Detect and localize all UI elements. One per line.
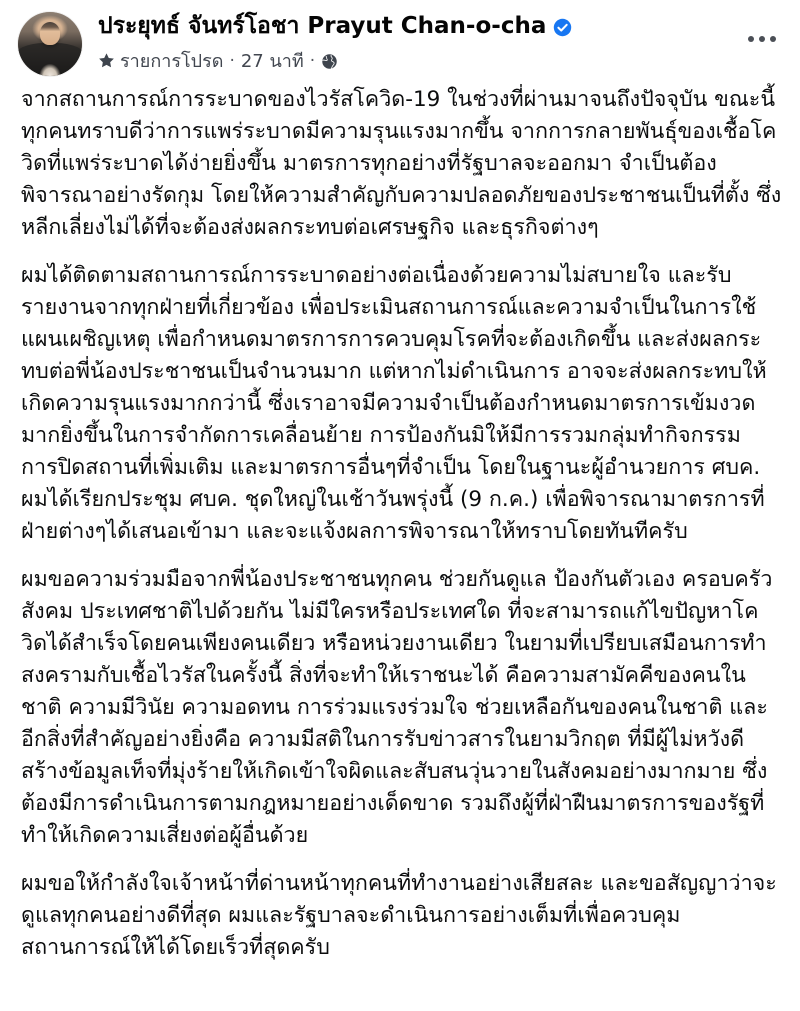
meta-separator: ·: [229, 50, 235, 71]
post-timestamp[interactable]: 27 นาที: [240, 51, 304, 73]
ellipsis-dot-2: [759, 36, 765, 42]
profile-photo: [18, 12, 82, 76]
audience-label[interactable]: รายการโปรด: [120, 51, 224, 73]
ellipsis-dot-1: [748, 36, 754, 42]
author-name[interactable]: ประยุทธ์ จันทร์โอชา Prayut Chan-o-cha: [98, 13, 547, 39]
post-paragraph: ผมได้ติดตามสถานการณ์การระบาดอย่างต่อเนื่องด้วยความไม่สบายใจ และรับรายงานจากทุกฝ่ายที่เกี่ยวข้อง เพื่อประเมินสถานการณ์และความจำเป็นในการใช้แผนเผชิญเหตุ เพื่อกำหนดมาตรการการควบคุมโรคที่จะต้องเกิดขึ้น และส่งผลกระทบต่อพี่น้องประชาชนเป็นจำนวนมาก แต่หากไม่ดำเนินการ อาจจะส่งผลกระทบให้เกิดความรุนแรงมากกว่านี้ ซึ่งเราอาจมีความจำเป็นต้องกำหนดมาตรการเข้มงวดมากยิ่งขึ้นในการจำกัดการเคลื่อนย้าย การป้องกันมิให้มีการรวมกลุ่มทำกิจกรรม การปิดสถานที่เพิ่มเติม และมาตรการอื่นๆที่จำเป็น โดยในฐานะผู้อำนวยการ ศบค. ผมได้เรียกประชุม ศบค. ชุดใหญ่ในเช้าวันพรุ่งนี้ (9 ก.ค.) เพื่อพิจารณามาตรการที่ฝ่ายต่างๆได้เสนอเข้ามา และจะแจ้งผลการพิจารณาให้ทราบโดยทันทีครับ: [21, 263, 767, 544]
post-body: [0, 84, 800, 964]
post-more-options-button[interactable]: [742, 26, 782, 52]
post-header-text: [98, 10, 786, 75]
post-paragraph: จากสถานการณ์การระบาดของไวรัสโควิด-19 ในช่วงที่ผ่านมาจนถึงปัจจุบัน ขณะนี้ ทุกคนทราบดีว่าการแพร่ระบาดมีความรุนแรงมากขึ้น จากการกลายพันธุ์ของเชื้อโควิดที่แพร่ระบาดได้ง่ายยิ่งขึ้น มาตรการทุกอย่างที่รัฐบาลจะออกมา จำเป็นต้องพิจารณาอย่างรัดกุม โดยให้ความสำคัญกับความปลอดภัยของประชาชนเป็นที่ตั้ง ซึ่งหลีกเลี่ยงไม่ได้ที่จะต้องส่งผลกระทบต่อเศรษฐกิจ และธุรกิจต่างๆ: [21, 87, 782, 240]
ellipsis-dot-3: [770, 36, 776, 42]
post-meta: [98, 46, 786, 75]
avatar[interactable]: [18, 12, 82, 76]
author-line: [98, 14, 786, 39]
post-paragraph: ผมขอให้กำลังใจเจ้าหน้าที่ด่านหน้าทุกคนที่ทำงานอย่างเสียสละ และขอสัญญาว่าจะดูแลทุกคนอย่างดีที่สุด ผมและรัฐบาลจะดำเนินการอย่างเต็มที่เพื่อควบคุมสถานการณ์ให้ได้โดยเร็วที่สุดครับ: [21, 871, 777, 960]
post-header: [0, 0, 800, 84]
meta-separator-2: ·: [309, 50, 316, 71]
globe-icon[interactable]: [321, 53, 338, 70]
post-paragraph: ผมขอความร่วมมือจากพี่น้องประชาชนทุกคน ช่วยกันดูแล ป้องกันตัวเอง ครอบครัว สังคม ประเทศชาติไปด้วยกัน ไม่มีใครหรือประเทศใด ที่จะสามารถแก้ไขปัญหาโควิดได้สำเร็จโดยคนเพียงคนเดียว หรือหน่วยงานเดียว ในยามที่เปรียบเสมือนการทำสงครามกับเชื้อไวรัสในครั้งนี้ สิ่งที่จะทำให้เราชนะได้ คือความสามัคคีของคนในชาติ ความมีวินัย ความอดทน การร่วมแรงร่วมใจ ช่วยเหลือกันของคนในชาติ และอีกสิ่งที่สำคัญอย่างยิ่งคือ ความมีสติในการรับข่าวสารในยามวิกฤต ที่มีผู้ไม่หวังดีสร้างข้อมูลเท็จที่มุ่งร้ายให้เกิดเข้าใจผิดและสับสนวุ่นวายในสังคมอย่างมากมาย ซึ่งต้องมีการดำเนินการตามกฎหมายอย่างเด็ดขาด รวมถึงผู้ที่ฝ่าฝืนมาตรการของรัฐที่ทำให้เกิดความเสี่ยงต่อผู้อื่นด้วย: [21, 567, 773, 848]
verified-badge-icon: [553, 18, 572, 37]
star-icon: [98, 52, 115, 69]
